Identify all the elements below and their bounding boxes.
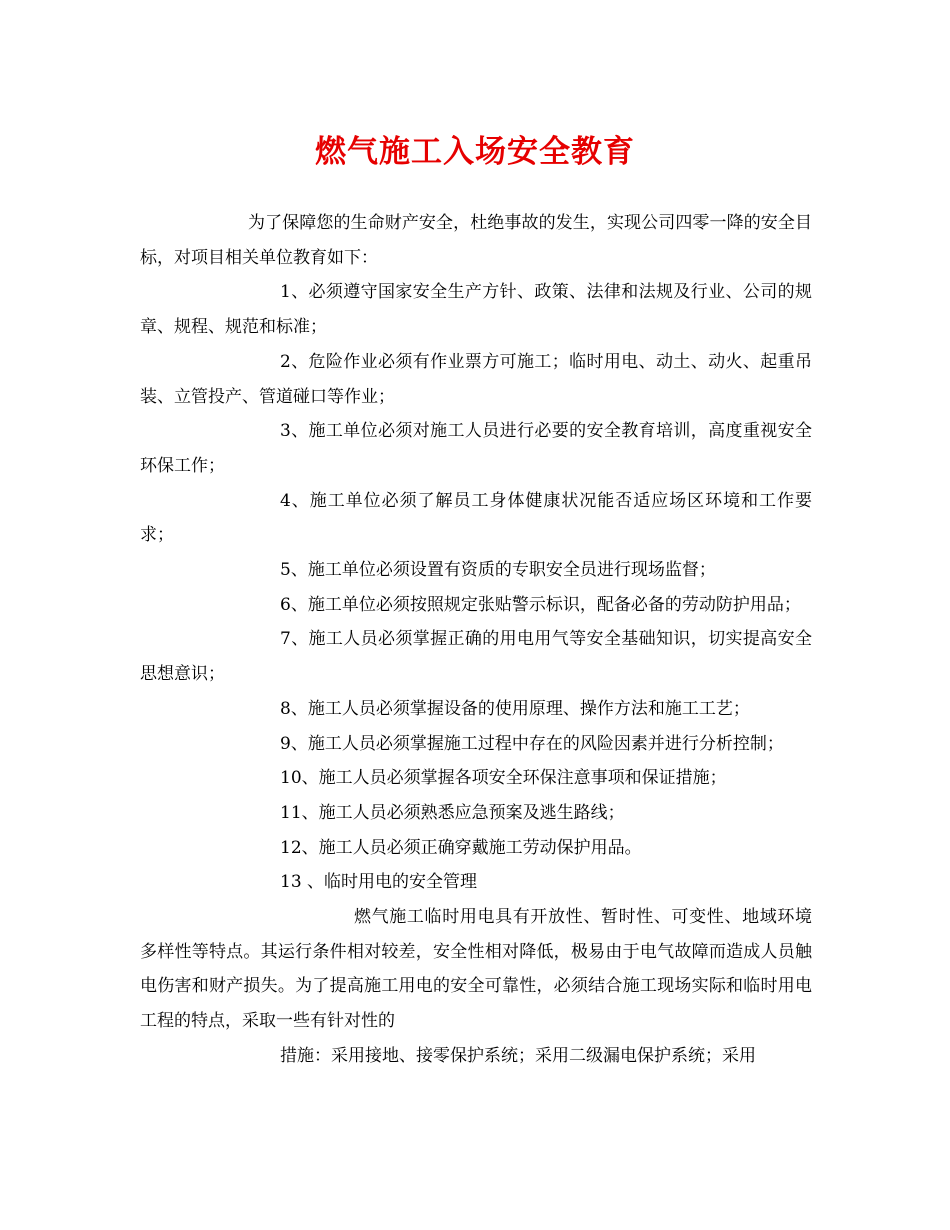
list-item: 6、施工单位必须按照规定张贴警示标识，配备必备的劳动防护用品；	[280, 594, 801, 615]
list-item: 12、施工人员必须正确穿戴施工劳动保护用品。	[280, 837, 642, 858]
list-item: 2、危险作业必须有作业票方可施工；临时用电、动土、动火、起重吊装、立管投产、管道碰口等作业；	[140, 351, 812, 407]
document-title: 燃气施工入场安全教育	[315, 134, 635, 170]
document-body	[140, 206, 812, 1074]
list-item: 8、施工人员必须掌握设备的使用原理、操作方法和施工工艺；	[280, 698, 750, 719]
measures-paragraph: 措施：采用接地、接零保护系统；采用二级漏电保护系统；采用	[280, 1045, 756, 1066]
list-item: 4、施工单位必须了解员工身体健康状况能否适应场区环境和工作要求；	[140, 490, 812, 546]
list-item: 5、施工单位必须设置有资质的专职安全员进行现场监督；	[280, 560, 716, 581]
list-item: 3、施工单位必须对施工人员进行必要的安全教育培训，高度重视安全环保工作；	[140, 421, 812, 476]
list-item: 10、施工人员必须掌握各项安全环保注意事项和保证措施；	[280, 768, 727, 789]
list-item: 7、施工人员必须掌握正确的用电用气等安全基础知识，切实提高安全思想意识；	[140, 629, 812, 685]
list-item: 11、施工人员必须熟悉应急预案及逃生路线；	[280, 802, 625, 823]
intro-paragraph: 为了保障您的生命财产安全，杜绝事故的发生，实现公司四零一降的安全目标，对项目相关单位教育如下：	[140, 213, 812, 268]
list-item: 9、施工人员必须掌握施工过程中存在的风险因素并进行分析控制；	[280, 733, 784, 754]
section-paragraph: 燃气施工临时用电具有开放性、暂时性、可变性、地域环境多样性等特点。其运行条件相对较差，安全性相对降低，极易由于电气故障而造成人员触电伤害和财产损失。为了提高施工用电的安全可靠性，必须结合施工现场实际和临时用电工程的特点，采取一些有针对性的	[140, 907, 812, 1032]
section-heading: 13 、临时用电的安全管理	[280, 872, 478, 893]
list-item: 1、必须遵守国家安全生产方针、政策、法律和法规及行业、公司的规章、规程、规范和标准；	[140, 282, 812, 338]
